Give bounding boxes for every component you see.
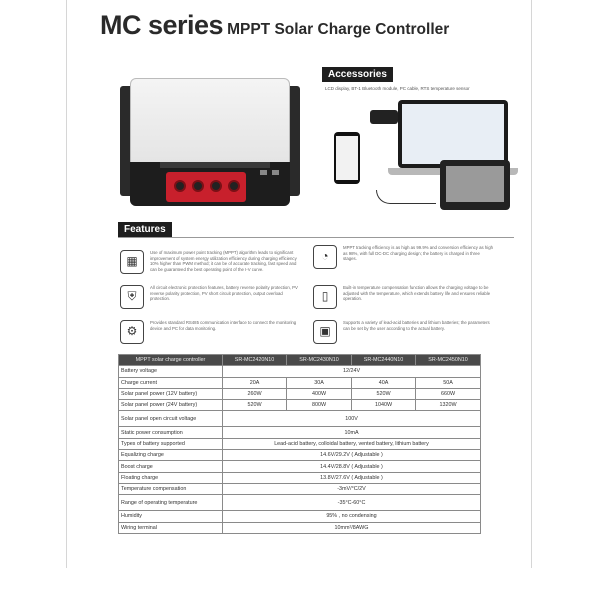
page-border-right [531, 0, 532, 568]
product-subtitle: MPPT Solar Charge Controller [227, 21, 450, 38]
table-row: Boost charge 14.4V/28.8V ( Adjustable ) [119, 461, 481, 472]
product-sheet: MC series MPPT Solar Charge Controller Accessories LCD display, BT-1 Bluetooth module, PC cable, RTS temperature sensor Features ▦ Use of maximum power point tracking (MPPT) algorithm leads to significant improvement of system energy utilization efficiency during charging efficiency 10% higher than PWM method; it can be of accurate tracking, fast speed and can be guaranteed the best operating point of the I-V curve. ◔ MPPT tracking efficiency is as high as 99.9% and conversion efficiency as high as 98%, with full DC-DC charging design; the battery is charged in three stages. ⛨ All circuit electronic protection features, battery reverse polarity protection, PV reverse polarity protection, PV short circuit protection, output overload protection. ▯ Built-in temperature compensation function allows the charging voltage to be adjusted with the temperature, which extends battery life and ensures reliable operation. ⚙ Provides standard RS485 communication interface to connect the monitoring device and PC for data monitoring. ▣ Supports a variety of lead-acid batteries and lithium batteries; the parameters can be set by the user according to the actual battery. MPPT solar charge controller SR-MC2420N10 SR-MC2430N10 SR-MC2440N10 SR-MC2450N10 Battery voltage 12/24V Charge current 20A 30A 40A 50A Solar panel power (12V battery) 260W 400W 520W 660W Solar panel power (24V battery) 520W 800W 1040W 1320W Solar panel open circuit voltage 100V Static power consumption 10mA Types of battery supported Lead-acid battery, colloidal battery, vented battery, lithium battery Equalizing charge 14.6V/29.2V ( Adjustable ) Boost charge 14.4V/28.8V ( Adjustable ) Floating charge 13.8V/27.6V ( Adjustable ) Temperature compensation -3mV/°C/2V Range of operating temperature -35°C-60°C Humidity 95% , no condensing Wiring terminal 10mm²/8AWG [0, 0, 600, 600]
lcd-display-icon [440, 160, 510, 210]
table-row: Solar panel power (24V battery) 520W 800W 1040W 1320W [119, 400, 481, 411]
table-header-cell: SR-MC2430N10 [287, 355, 352, 366]
table-header-cell: MPPT solar charge controller [119, 355, 223, 366]
features-divider [118, 237, 514, 238]
table-row: Static power consumption 10mA [119, 427, 481, 438]
solar-panel-icon: ▦ [120, 250, 144, 274]
terminal-screw [210, 180, 222, 192]
table-row: Range of operating temperature -35°C-60°C [119, 495, 481, 511]
controller-image [120, 78, 300, 206]
table-row: Humidity 95% , no condensing [119, 511, 481, 522]
page-title [100, 10, 449, 41]
accessories-heading: Accessories [322, 67, 393, 82]
lock-icon: ▣ [313, 320, 337, 344]
mppt-efficiency-icon: ◔ [313, 245, 337, 269]
table-row: Battery voltage 12/24V [119, 366, 481, 377]
table-row: Solar panel power (12V battery) 260W 400W 520W 660W [119, 388, 481, 399]
temperature-sensor-cable [376, 190, 436, 204]
shield-icon: ⛨ [120, 285, 144, 309]
page-border-left [66, 0, 67, 568]
table-row: Charge current 20A 30A 40A 50A [119, 377, 481, 388]
terminal-screw [228, 180, 240, 192]
table-header-cell: SR-MC2450N10 [416, 355, 481, 366]
bluetooth-module-icon [370, 110, 398, 124]
table-row: Temperature compensation -3mV/°C/2V [119, 483, 481, 494]
status-led [260, 170, 267, 175]
features-heading: Features [118, 222, 172, 237]
spec-table [118, 354, 481, 534]
table-row: Wiring terminal 10mm²/8AWG [119, 522, 481, 533]
table-header-cell: SR-MC2440N10 [352, 355, 416, 366]
accessories-description: LCD display, BT-1 Bluetooth module, PC cable, RTS temperature sensor [325, 86, 470, 91]
accessories-image [330, 100, 520, 215]
terminal-screw [174, 180, 186, 192]
series-name: MC series [100, 10, 224, 40]
table-header-row [119, 355, 481, 366]
table-row: Floating charge 13.8V/27.6V ( Adjustable ) [119, 472, 481, 483]
laptop-icon [398, 100, 508, 168]
controller-label-strip [160, 162, 270, 168]
terminal-block [166, 172, 246, 202]
table-row: Equalizing charge 14.6V/29.2V ( Adjustable ) [119, 450, 481, 461]
status-led [272, 170, 279, 175]
table-header-cell: SR-MC2420N10 [223, 355, 287, 366]
table-row: Solar panel open circuit voltage 100V [119, 411, 481, 427]
smartphone-icon [334, 132, 360, 184]
settings-icon: ⚙ [120, 320, 144, 344]
battery-icon: ▯ [313, 285, 337, 309]
terminal-screw [192, 180, 204, 192]
table-row: Types of battery supported Lead-acid battery, colloidal battery, vented battery, lithium battery [119, 438, 481, 449]
